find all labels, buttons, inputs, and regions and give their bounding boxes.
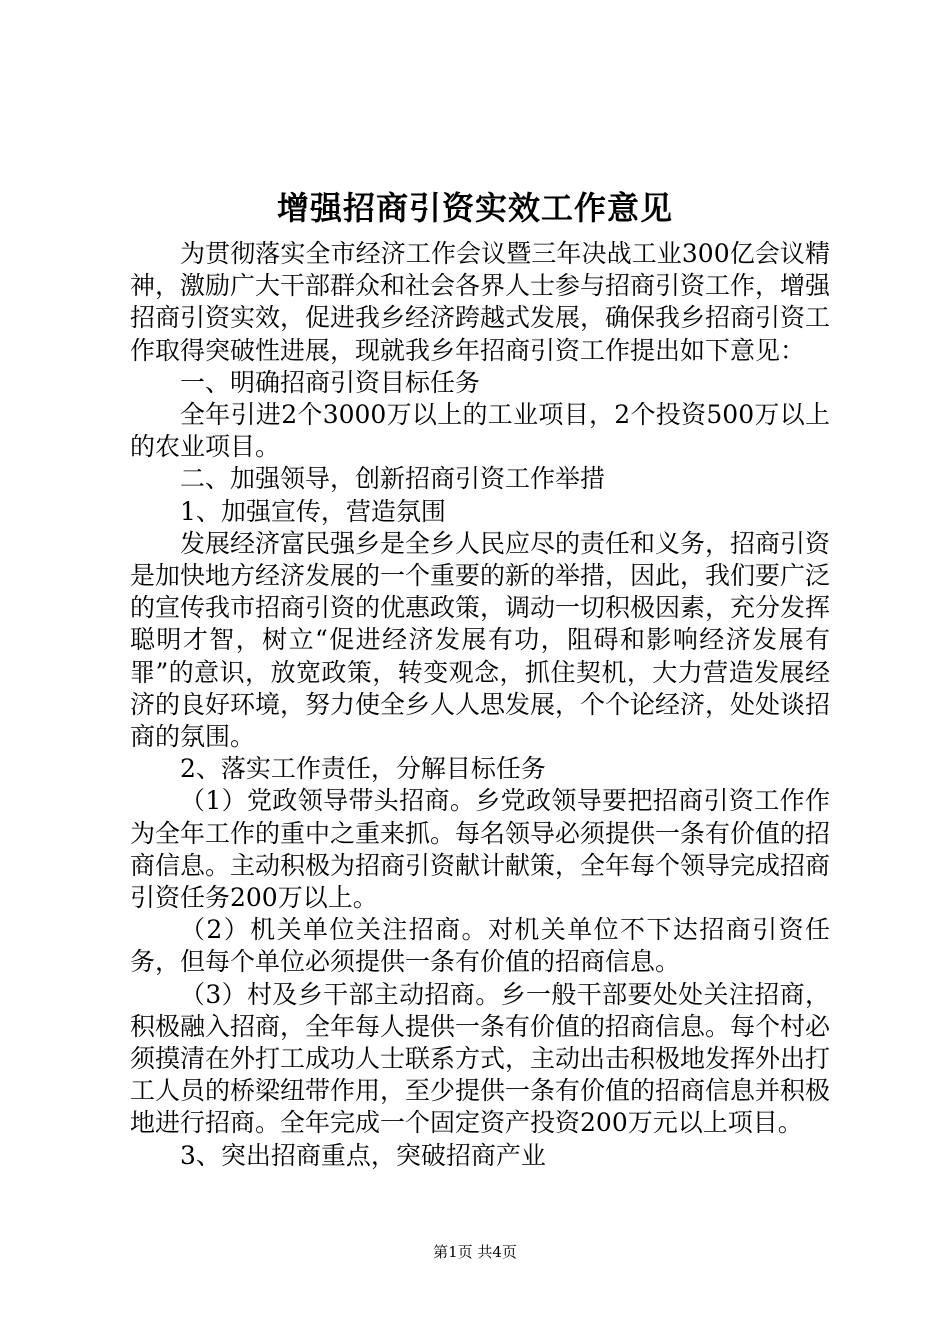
section-heading-2: 二、加强领导，创新招商引资工作举措 [180,464,606,494]
paragraph-intro: 为贯彻落实全市经济工作会议暨三年决战工业300亿会议精神，激励广大干部群众和社会各界人士参与招商引资工作，增强招商引资实效，促进我乡经济跨越式发展，确保我乡招商引资工作取得突破性进展，现就我乡年招商引资工作提出如下意见： [130,239,831,365]
paragraph-item-3: （3）村及乡干部主动招商。乡一般干部要处处关注招商，积极融入招商，全年每人提供一条有价值的招商信息。每个村必须摸清在外打工成功人士联系方式，主动出击积极地发挥外出打工人员的桥梁纽带作用，至少提供一条有价值的招商信息并积极地进行招商。全年完成一个固定资产投资200万元以上项目。 [130,979,831,1138]
subheading-responsibility: 2、落实工作责任，分解目标任务 [180,754,546,784]
document-body [130,238,830,1172]
subheading-focus: 3、突出招商重点，突破招商产业 [180,1140,546,1170]
paragraph-item-1: （1）党政领导带头招商。乡党政领导要把招商引资工作作为全年工作的重中之重来抓。每名领导必须提供一条有价值的招商信息。主动积极为招商引资献计献策，全年每个领导完成招商引资任务200万以上。 [130,786,831,913]
subheading-publicity: 1、加强宣传，营造氛围 [180,496,446,526]
paragraph-publicity: 发展经济富民强乡是全乡人民应尽的责任和义务，招商引资是加快地方经济发展的一个重要的新的举措，因此，我们要广泛的宣传我市招商引资的优惠政策，调动一切积极因素，充分发挥聪明才智，树立“促进经济发展有功，阻碍和影响经济发展有罪”的意识，放宽政策，转变观念，抓住契机，大力营造发展经济的良好环境，努力使全乡人人思发展，个个论经济，处处谈招商的氛围。 [130,528,831,752]
section-heading-1: 一、明确招商引资目标任务 [180,367,481,397]
document-title: 增强招商引资实效工作意见 [276,189,673,227]
paragraph-item-2: （2）机关单位关注招商。对机关单位不下达招商引资任务，但每个单位必须提供一条有价值的招商信息。 [130,915,830,977]
paragraph-targets: 全年引进2个3000万以上的工业项目，2个投资500万以上的农业项目。 [130,400,830,462]
page-number-footer: 第1页 共4页 [433,1243,517,1261]
